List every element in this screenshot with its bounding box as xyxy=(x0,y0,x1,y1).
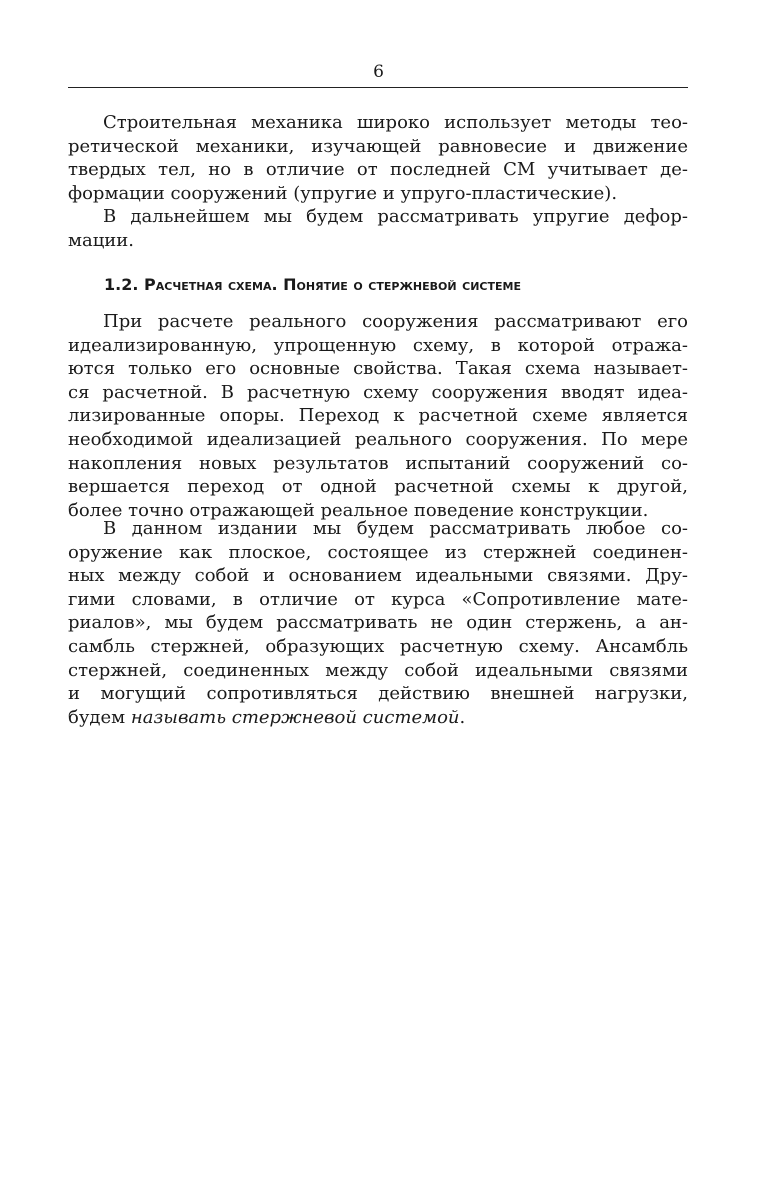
page-number: 6 xyxy=(373,62,384,82)
paragraph-line: самбль стержней, образующих расчетную схему. Ансамбль xyxy=(68,635,688,657)
paragraph-line: Строительная механика широко использует методы тео- xyxy=(103,112,688,133)
paragraph-line: и могущий сопротивляться действию внешней нагрузки, xyxy=(68,683,688,705)
paragraph-line: оружение как плоское, состоящее из стержней соединен- xyxy=(68,541,688,563)
paragraph-line: лизированные опоры. Переход к расчетной схеме является xyxy=(68,405,688,427)
section-heading xyxy=(104,273,521,297)
paragraph-2 xyxy=(68,205,688,252)
paragraph-line: стержней, соединенных между собой идеальными связями xyxy=(68,659,688,681)
paragraph-line: необходимой идеализацией реального сооружения. По мере xyxy=(68,428,688,450)
paragraph-line xyxy=(68,706,688,730)
paragraph-line: риалов», мы будем рассматривать не один стержень, а ан- xyxy=(68,612,688,634)
paragraph-line: гими словами, в отличие от курса «Сопротивление мате- xyxy=(68,588,688,610)
paragraph-line: вершается переход от одной расчетной схемы к другой, xyxy=(68,476,688,498)
paragraph-line: ных между собой и основанием идеальными связями. Дру- xyxy=(68,565,688,587)
line-suffix: . xyxy=(459,706,466,728)
paragraph-line: ются только его основные свойства. Такая схема называет- xyxy=(68,358,688,380)
section-title: Расчетная схема. Понятие о стержневой системе xyxy=(144,275,521,294)
paragraph-line: формации сооружений (упругие и упруго-пластические). xyxy=(68,182,618,204)
line-prefix: будем xyxy=(68,706,131,728)
paragraph-1 xyxy=(68,111,688,205)
paragraph-line: ретической механики, изучающей равновесие и движение xyxy=(68,135,688,157)
paragraph-line: При расчете реального сооружения рассматривают его xyxy=(103,311,688,332)
paragraph-line: ся расчетной. В расчетную схему сооружения вводят идеа- xyxy=(68,381,688,403)
paragraph-line: мации. xyxy=(68,229,135,251)
paragraph-3 xyxy=(68,310,688,522)
paragraph-4 xyxy=(68,517,688,729)
paragraph-line: твердых тел, но в отличие от последней СМ учитывает де- xyxy=(68,159,688,181)
defined-term: называть стержневой системой xyxy=(130,706,460,728)
paragraph-line: В данном издании мы будем рассматривать любое со- xyxy=(103,518,688,539)
paragraph-line: В дальнейшем мы будем рассматривать упругие дефор- xyxy=(103,206,688,227)
paragraph-line: накопления новых результатов испытаний сооружений со- xyxy=(68,452,688,474)
paragraph-line: идеализированную, упрощенную схему, в которой отража- xyxy=(68,334,688,356)
header-rule xyxy=(68,87,688,88)
section-number: 1.2. xyxy=(104,275,139,294)
paragraph-line: более точно отражающей реальное поведение конструкции. xyxy=(68,499,649,521)
